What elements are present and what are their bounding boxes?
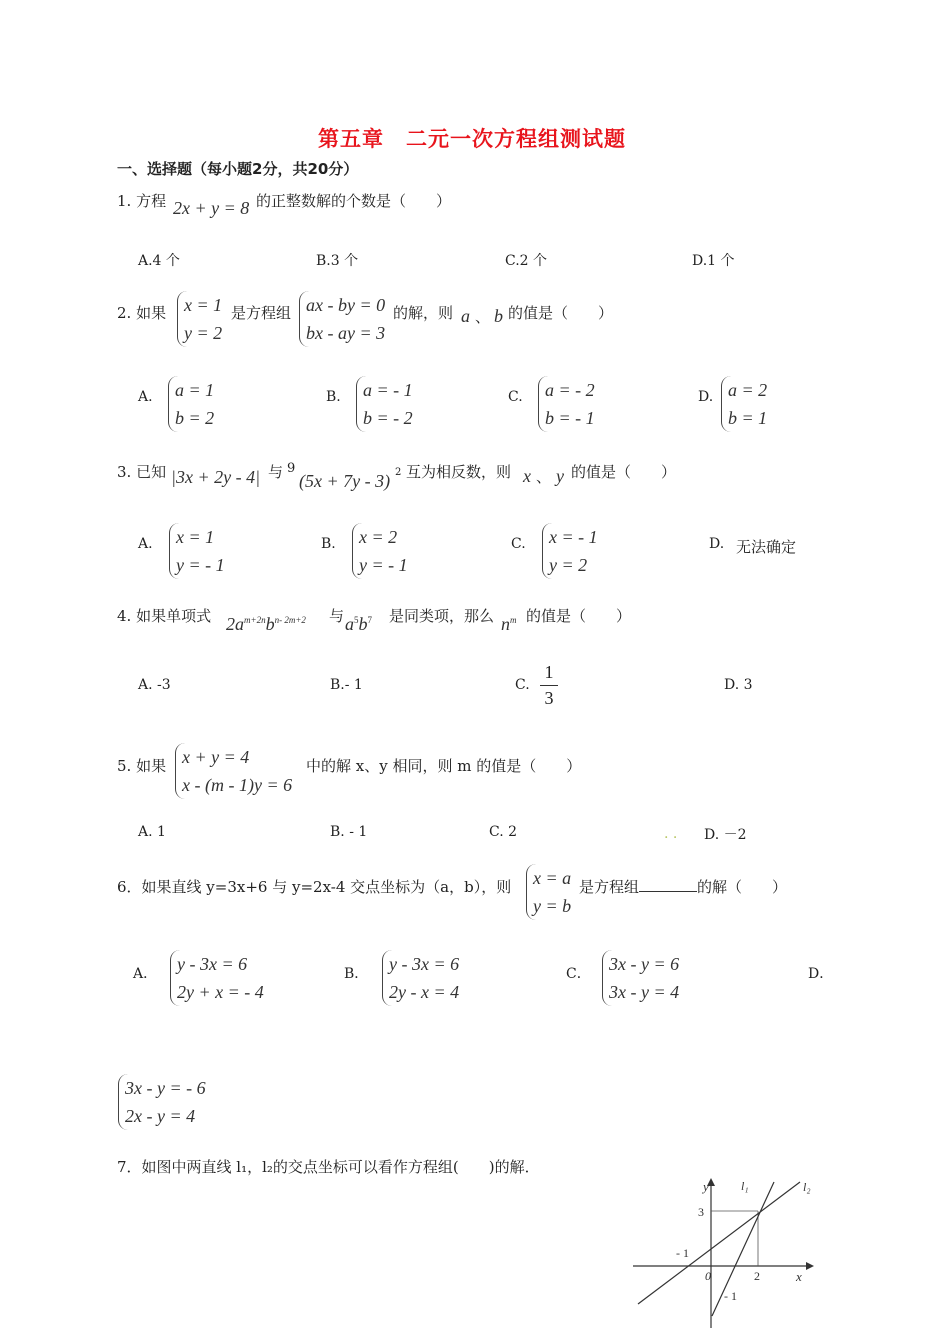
q1-number: 1. 方程 <box>117 192 167 210</box>
q2-label-a: A. <box>138 389 153 405</box>
q5-option-d: D. －2 <box>704 827 747 843</box>
q1-tail: 的正整数解的个数是（ ） <box>256 192 452 210</box>
tick-y-3: 3 <box>698 1205 704 1219</box>
q4-monomial-2: $a^5b^7$ <box>345 614 372 634</box>
q3-option-b: x = 2 y = - 1 <box>352 523 408 579</box>
q6-option-d: 3x - y = - 6 2x - y = 4 <box>118 1074 206 1130</box>
q6-option-a: y - 3x = 6 2y + x = - 4 <box>170 950 264 1006</box>
q7-text: 7．如图中两直线 l₁，l₂的交点坐标可以看作方程组( )的解． <box>117 1158 540 1176</box>
q6-blank <box>639 877 697 892</box>
q1-option-a: A.4 个 <box>138 253 180 269</box>
q2-var-b: b <box>494 306 503 326</box>
q7-graph <box>628 1172 818 1332</box>
q1-equation: 2x + y = 8 <box>173 198 250 218</box>
q6-mid: 是方程组 的解（ ） <box>579 878 788 896</box>
q2-label-d: D. <box>698 389 714 405</box>
tick-origin: 0 <box>705 1269 711 1283</box>
q6-label-b: B． <box>344 966 369 982</box>
q3-var-x: x <box>523 466 531 486</box>
q4-tail2: 的值是（ ） <box>526 607 632 625</box>
section-heading: 一、选择题（每小题2分，共20分） <box>117 160 359 178</box>
label-l1: l₁ <box>741 1179 749 1193</box>
q6-label-c: C． <box>566 966 591 982</box>
q4-n-power: $n^m$ <box>501 614 517 634</box>
q4-option-a: A. -3 <box>138 677 171 693</box>
q3-sep: 、 <box>536 468 552 486</box>
q4-tail: 是同类项，那么 <box>389 607 495 625</box>
q3-var-y: y <box>556 466 564 486</box>
q5-option-a: A. 1 <box>138 824 166 840</box>
q2-system: ax - by = 0 bx - ay = 3 <box>299 291 385 347</box>
q3-label-c: C. <box>511 536 526 552</box>
q2-tail2: 的值是（ ） <box>508 304 614 322</box>
tick-x-minus1: - 1 <box>676 1246 689 1260</box>
q6-label-d: D． <box>808 966 834 982</box>
q3-square-expr: (5x + 7y - 3) <box>299 471 391 491</box>
q2-option-b: a = - 1 b = - 2 <box>356 376 413 432</box>
q6-option-b: y - 3x = 6 2y - x = 4 <box>382 950 459 1006</box>
q4-option-c: C. <box>515 677 530 693</box>
q2-label-c: C. <box>508 389 523 405</box>
q1-option-d: D.1 个 <box>692 253 735 269</box>
tick-y-minus1: - 1 <box>724 1289 737 1303</box>
q5-tail: 中的解 x、y 相同，则 m 的值是（ ） <box>306 757 582 775</box>
q5-dots: . . <box>664 826 678 842</box>
q3-label-a: A. <box>138 536 153 552</box>
q5-number: 5. 如果 <box>117 757 167 775</box>
q3-label-d: D. <box>709 536 725 552</box>
q3-number: 3. 已知 <box>117 463 167 481</box>
q2-solution: x = 1 y = 2 <box>177 291 222 347</box>
q4-fraction: 1 3 <box>540 662 558 709</box>
page-title: 第五章 二元一次方程组测试题 <box>318 127 626 151</box>
q3-tail: 互为相反数，则 <box>406 463 512 481</box>
q6-solution: x = a y = b <box>526 864 571 920</box>
q3-with: 与 <box>268 463 284 481</box>
label-l2: l₂ <box>803 1180 811 1194</box>
q3-label-b: B. <box>321 536 336 552</box>
q3-option-d: 无法确定 <box>736 538 797 556</box>
q1-option-b: B.3 个 <box>316 253 359 269</box>
tick-x-2: 2 <box>754 1269 760 1283</box>
q2-sep: 、 <box>475 308 491 326</box>
line-l2 <box>638 1182 800 1304</box>
label-y-axis: y <box>703 1179 709 1194</box>
q2-mid: 是方程组 <box>231 304 292 322</box>
q2-number: 2. 如果 <box>117 304 167 322</box>
q2-option-c: a = - 2 b = - 1 <box>538 376 595 432</box>
x-arrow <box>806 1262 814 1270</box>
q2-tail1: 的解，则 <box>393 304 454 322</box>
q3-option-a: x = 1 y = - 1 <box>169 523 225 579</box>
question-1 <box>117 190 166 211</box>
q5-option-c: C. 2 <box>489 824 518 840</box>
label-x-axis: x <box>796 1269 802 1284</box>
q3-nine: 9 <box>287 461 296 476</box>
q2-option-a: a = 1 b = 2 <box>168 376 214 432</box>
q4-option-b: B.- 1 <box>330 677 363 693</box>
q5-option-b: B. - 1 <box>330 824 368 840</box>
q5-system: x + y = 4 x - (m - 1)y = 6 <box>175 743 292 799</box>
q4-with: 与 <box>329 607 345 625</box>
line-l1 <box>712 1182 774 1316</box>
q4-option-d: D. 3 <box>724 677 753 693</box>
q3-abs-expr: |3x + 2y - 4| <box>171 467 261 487</box>
q2-label-b: B. <box>326 389 341 405</box>
q6-label-a: A． <box>133 966 158 982</box>
q4-monomial-1: $2a^{m+2n}b^{n- 2m+2}$ <box>226 614 306 634</box>
q3-tail2: 的值是（ ） <box>571 463 677 481</box>
q6-text: 6．如果直线 y=3x+6 与 y=2x-4 交点坐标为（a，b），则 <box>117 878 512 896</box>
q2-var-a: a <box>461 306 470 326</box>
q3-power: 2 <box>395 467 402 478</box>
q6-option-c: 3x - y = 6 3x - y = 4 <box>602 950 679 1006</box>
q4-number: 4. 如果单项式 <box>117 607 212 625</box>
q3-option-c: x = - 1 y = 2 <box>542 523 598 579</box>
q1-option-c: C.2 个 <box>505 253 548 269</box>
q2-option-d: a = 2 b = 1 <box>721 376 767 432</box>
